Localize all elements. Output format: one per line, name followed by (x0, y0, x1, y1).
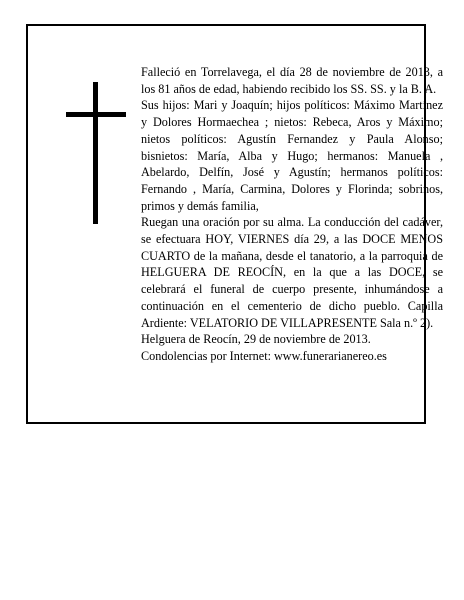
cross-horizontal-bar (66, 112, 126, 117)
death-announcement: Falleció en Torrelavega, el día 28 de noviembre de 2013, a los 81 años de edad, habiendo recibido los SS. SS. y la B. A. (141, 65, 443, 96)
cross-vertical-bar (93, 82, 98, 224)
place-date: Helguera de Reocín, 29 de noviembre de 2013. (141, 332, 371, 347)
family-list: Sus hijos: Mari y Joaquín; hijos políticos: Máximo Martínez y Dolores Hormaechea ; nietos: Rebeca, Aros y Máximo; nietos políticos: Agustín Fernandez y Paula Alonso; bisnietos: María, Alba y Hugo; hermanos: Manuela , Abelardo, Delfín, José y Agustín; hermanos políticos: Fernando , María, Carmina, Dolores y Florinda; sobrinos, primos y demás familia, (141, 98, 443, 213)
funeral-details: Ruegan una oración por su alma. La conducción del cadáver, se efectuara HOY, VIERNES día 29, a las DOCE MENOS CUARTO de la mañana, desde el tanatorio, a la parroquia de HELGUERA DE REOCÍN, en la que a las DOCE, se celebrará el funeral de cuerpo presente, inhumándose a continuación en el cementerio de dicho pueblo. Capilla Ardiente: VELATORIO DE VILLAPRESENTE Sala n.º 2). (141, 215, 443, 330)
obituary-notice (26, 24, 443, 424)
notice-text (141, 64, 443, 365)
cross-icon (66, 82, 126, 224)
condolences-link: Condolencias por Internet: www.funerarianereo.es (141, 348, 387, 363)
